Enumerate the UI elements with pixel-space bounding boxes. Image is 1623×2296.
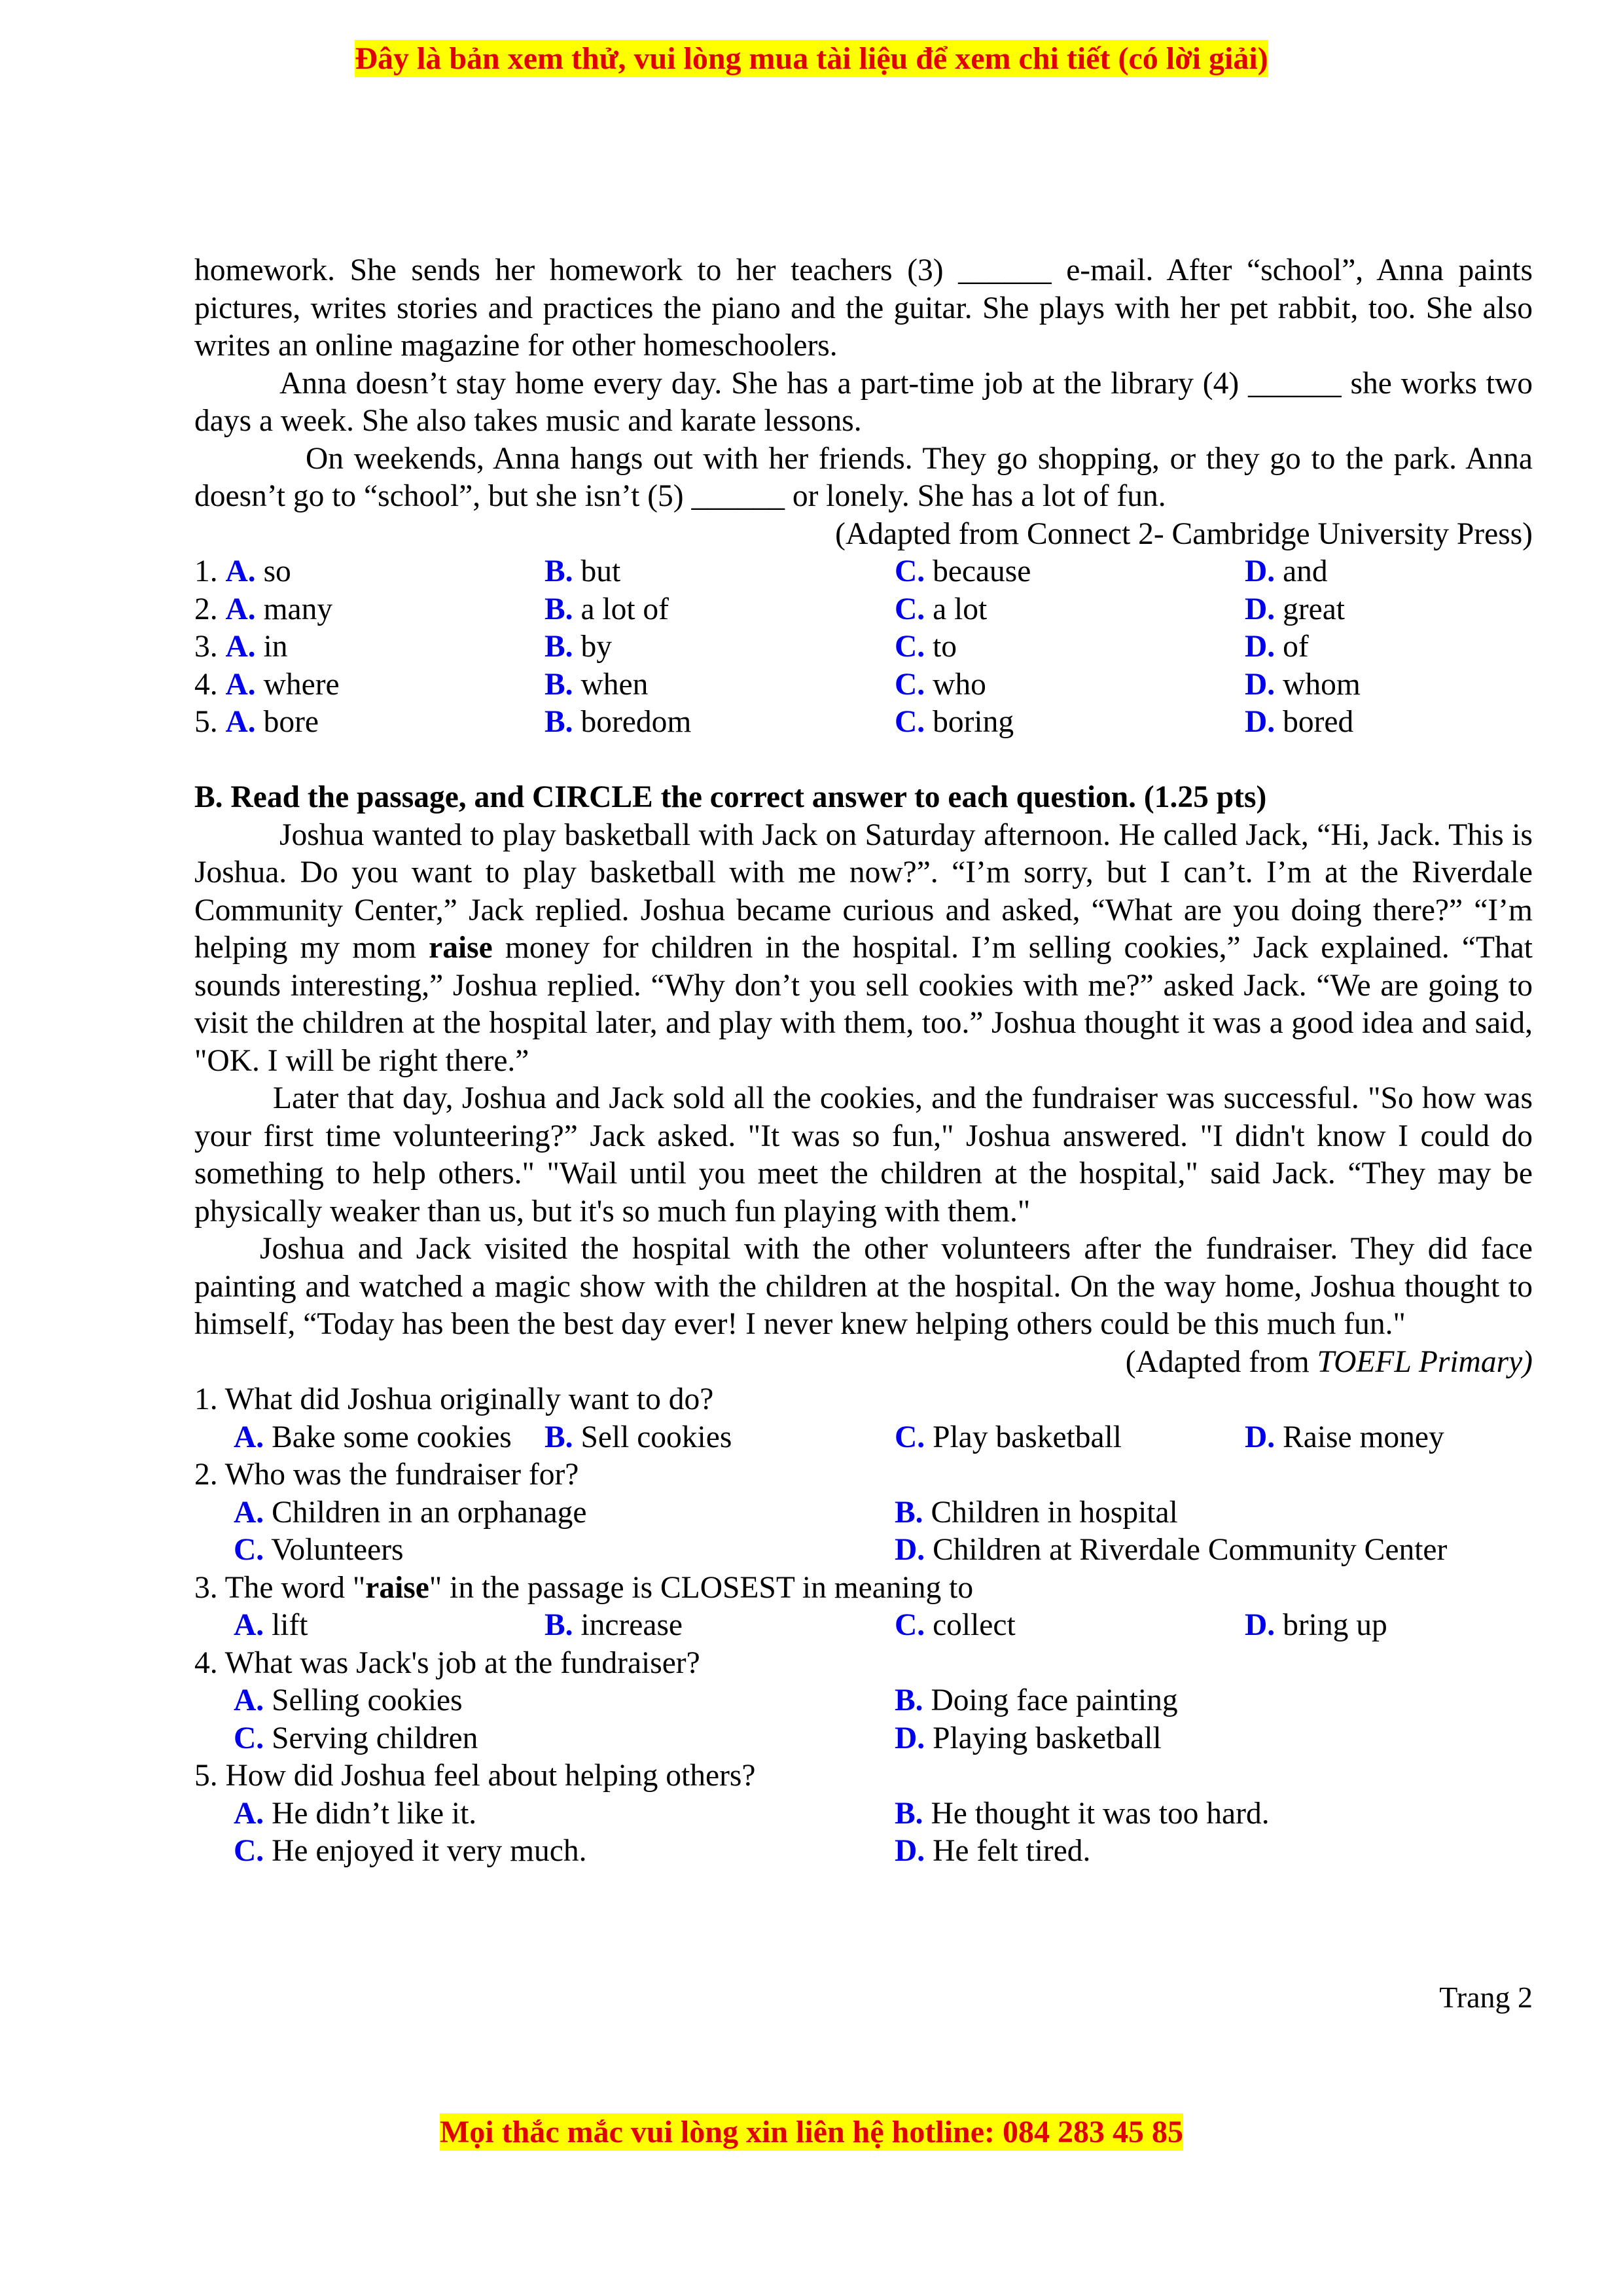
letter-a: A. bbox=[225, 554, 256, 588]
letter-a: A. bbox=[225, 630, 256, 664]
option-a: bore bbox=[263, 705, 319, 739]
answer-b: He thought it was too hard. bbox=[931, 1796, 1270, 1831]
answer-b: Doing face painting bbox=[931, 1683, 1178, 1717]
question-text: 4. What was Jack's job at the fundraiser? bbox=[194, 1645, 700, 1680]
passage-a-paragraph-3: On weekends, Anna hangs out with her friends. They go shopping, or they go to the park. Anna doesn’t go to “school”, but she isn’t (5) ______ or lonely. She has a lot of fun. bbox=[194, 441, 1533, 513]
answer-c: Play basketball bbox=[933, 1420, 1122, 1454]
question-2 bbox=[194, 1456, 1533, 1570]
question-text: 2. Who was the fundraiser for? bbox=[194, 1458, 579, 1492]
question-5 bbox=[194, 1757, 1533, 1871]
question-number: 5. bbox=[194, 705, 218, 739]
answer-row bbox=[194, 1833, 1533, 1871]
answer-a: Bake some cookies bbox=[272, 1420, 512, 1454]
letter-b: B. bbox=[544, 1420, 573, 1454]
passage-a-paragraph-2: Anna doesn’t stay home every day. She has a part-time job at the library (4) ______ she works two days a week. She also takes music and karate lessons. bbox=[194, 366, 1533, 438]
letter-a: A. bbox=[225, 667, 256, 702]
answer-row bbox=[194, 1682, 1533, 1720]
question-text: 5. How did Joshua feel about helping others? bbox=[194, 1759, 756, 1793]
letter-a: A. bbox=[234, 1683, 264, 1717]
question-1 bbox=[194, 1381, 1533, 1456]
answer-d: He felt tired. bbox=[933, 1834, 1091, 1868]
answer-c: collect bbox=[933, 1608, 1016, 1642]
letter-c: C. bbox=[895, 705, 925, 739]
option-row bbox=[194, 666, 1533, 704]
option-row bbox=[194, 704, 1533, 742]
question-number: 2. bbox=[194, 592, 218, 626]
letter-c: C. bbox=[234, 1533, 264, 1567]
answer-c: Volunteers bbox=[271, 1533, 404, 1567]
letter-c: C. bbox=[895, 592, 925, 626]
question-number: 4. bbox=[194, 667, 218, 702]
option-b: by bbox=[580, 630, 612, 664]
answer-d: Raise money bbox=[1283, 1420, 1444, 1454]
option-a: many bbox=[263, 592, 333, 626]
question-number: 1. bbox=[194, 554, 218, 588]
answer-a: He didn’t like it. bbox=[272, 1796, 477, 1831]
letter-a: A. bbox=[234, 1796, 264, 1831]
answer-row bbox=[194, 1607, 1533, 1645]
letter-b: B. bbox=[544, 554, 573, 588]
letter-a: A. bbox=[234, 1420, 264, 1454]
passage-a-paragraph-1: homework. She sends her homework to her teachers (3) ______ e-mail. After “school”, Anna paints pictures, writes stories and practices the piano and the guitar. She plays with her pet rabbit, too. She also writes an online magazine for other homeschoolers. bbox=[194, 253, 1533, 363]
letter-d: D. bbox=[895, 1533, 925, 1567]
option-c: to bbox=[933, 630, 957, 664]
letter-c: C. bbox=[895, 1420, 925, 1454]
letter-b: B. bbox=[544, 630, 573, 664]
letter-c: C. bbox=[895, 667, 925, 702]
letter-d: D. bbox=[895, 1721, 925, 1755]
spacer bbox=[194, 742, 1533, 780]
letter-a: A. bbox=[225, 592, 256, 626]
option-d: and bbox=[1283, 554, 1328, 588]
answer-a: Selling cookies bbox=[272, 1683, 463, 1717]
answer-c: Serving children bbox=[272, 1721, 478, 1755]
highlighted-word: raise bbox=[429, 931, 493, 965]
answer-d: Children at Riverdale Community Center bbox=[933, 1533, 1448, 1567]
passage-a-source: (Adapted from Connect 2- Cambridge University Press) bbox=[835, 516, 1533, 551]
question-3 bbox=[194, 1570, 1533, 1645]
part-a-options bbox=[194, 553, 1533, 742]
letter-b: B. bbox=[544, 667, 573, 702]
option-d: of bbox=[1283, 630, 1309, 664]
letter-d: D. bbox=[1245, 592, 1275, 626]
letter-c: C. bbox=[895, 554, 925, 588]
option-b: when bbox=[580, 667, 649, 702]
preview-notice-banner: Đây là bản xem thử, vui lòng mua tài liệu để xem chi tiết (có lời giải) bbox=[355, 41, 1268, 76]
option-b: boredom bbox=[580, 705, 692, 739]
option-b: a lot of bbox=[580, 592, 669, 626]
passage-b-source: (Adapted from TOEFL Primary) bbox=[1125, 1344, 1533, 1379]
letter-a: A. bbox=[225, 705, 256, 739]
option-c: who bbox=[933, 667, 986, 702]
passage-b-paragraph-1: Joshua wanted to play basketball with Jack on Saturday afternoon. He called Jack, “Hi, Jack. This is Joshua. Do you want to play basketball with me now?”. “I’m sorry, but I can’t. I’m at the Riverdale Community Center,” Jack replied. Joshua became curious and asked, “What are you doing there?” “I’m helping my mom raise money for children in the hospital. I’m selling cookies,” Jack explained. “That sounds interesting,” Joshua replied. “Why don’t you sell cookies with me?” asked Jack. “We are going to visit the children at the hospital later, and play with them, too.” Joshua thought it was a good idea and said, "OK. I will be right there.” bbox=[194, 817, 1533, 1078]
option-c: boring bbox=[933, 705, 1014, 739]
letter-d: D. bbox=[895, 1834, 925, 1868]
option-d: great bbox=[1283, 592, 1345, 626]
passage-b-paragraph-2: Later that day, Joshua and Jack sold all the cookies, and the fundraiser was successful. "So how was your first time volunteering?” Jack asked. "It was so fun," Joshua answered. "I didn't know I could do something to help others." "Wail until you meet the children at the hospital," said Jack. “They may be physically weaker than us, but it's so much fun playing with them." bbox=[194, 1081, 1533, 1229]
answer-a: Children in an orphanage bbox=[272, 1495, 587, 1530]
answer-b: Sell cookies bbox=[580, 1420, 732, 1454]
page-number: Trang 2 bbox=[1439, 1981, 1533, 2014]
hotline-banner: Mọi thắc mắc vui lòng xin liên hệ hotline: 084 283 45 85 bbox=[439, 2115, 1183, 2149]
letter-b: B. bbox=[895, 1495, 923, 1530]
question-number: 3. bbox=[194, 630, 218, 664]
letter-d: D. bbox=[1245, 1420, 1275, 1454]
option-d: whom bbox=[1283, 667, 1361, 702]
answer-row bbox=[194, 1720, 1533, 1758]
passage-b-paragraph-3: Joshua and Jack visited the hospital with the other volunteers after the fundraiser. They did face painting and watched a magic show with the children at the hospital. On the way home, Joshua thought to himself, “Today has been the best day ever! I never knew helping others could be this much fun." bbox=[194, 1232, 1533, 1341]
answer-row bbox=[194, 1532, 1533, 1570]
letter-d: D. bbox=[1245, 667, 1275, 702]
answer-b: Children in hospital bbox=[931, 1495, 1178, 1530]
letter-b: B. bbox=[544, 592, 573, 626]
letter-d: D. bbox=[1245, 554, 1275, 588]
letter-c: C. bbox=[234, 1834, 264, 1868]
letter-b: B. bbox=[895, 1796, 923, 1831]
option-d: bored bbox=[1283, 705, 1354, 739]
letter-b: B. bbox=[544, 705, 573, 739]
letter-d: D. bbox=[1245, 1608, 1275, 1642]
option-c: because bbox=[933, 554, 1031, 588]
option-b: but bbox=[580, 554, 621, 588]
letter-c: C. bbox=[895, 630, 925, 664]
answer-a: lift bbox=[272, 1608, 308, 1642]
letter-d: D. bbox=[1245, 705, 1275, 739]
letter-a: A. bbox=[234, 1495, 264, 1530]
answer-c: He enjoyed it very much. bbox=[272, 1834, 587, 1868]
option-a: in bbox=[263, 630, 288, 664]
letter-c: C. bbox=[895, 1608, 925, 1642]
question-4 bbox=[194, 1645, 1533, 1758]
answer-row bbox=[194, 1494, 1533, 1532]
answer-d: bring up bbox=[1283, 1608, 1387, 1642]
question-text: 3. The word " raise " in the passage is CLOSEST in meaning to bbox=[194, 1570, 974, 1605]
answer-row bbox=[194, 1419, 1533, 1457]
option-row bbox=[194, 591, 1533, 629]
option-c: a lot bbox=[933, 592, 988, 626]
option-row bbox=[194, 628, 1533, 666]
question-text: 1. What did Joshua originally want to do? bbox=[194, 1382, 714, 1416]
answer-d: Playing basketball bbox=[933, 1721, 1162, 1755]
letter-b: B. bbox=[544, 1608, 573, 1642]
option-row bbox=[194, 553, 1533, 591]
letter-b: B. bbox=[895, 1683, 923, 1717]
section-b-heading: B. Read the passage, and CIRCLE the correct answer to each question. (1.25 pts) bbox=[194, 780, 1267, 814]
answer-b: increase bbox=[580, 1608, 683, 1642]
document-body bbox=[194, 252, 1533, 1871]
letter-c: C. bbox=[234, 1721, 264, 1755]
option-a: where bbox=[263, 667, 340, 702]
letter-a: A. bbox=[234, 1608, 264, 1642]
option-a: so bbox=[263, 554, 291, 588]
letter-d: D. bbox=[1245, 630, 1275, 664]
answer-row bbox=[194, 1795, 1533, 1833]
